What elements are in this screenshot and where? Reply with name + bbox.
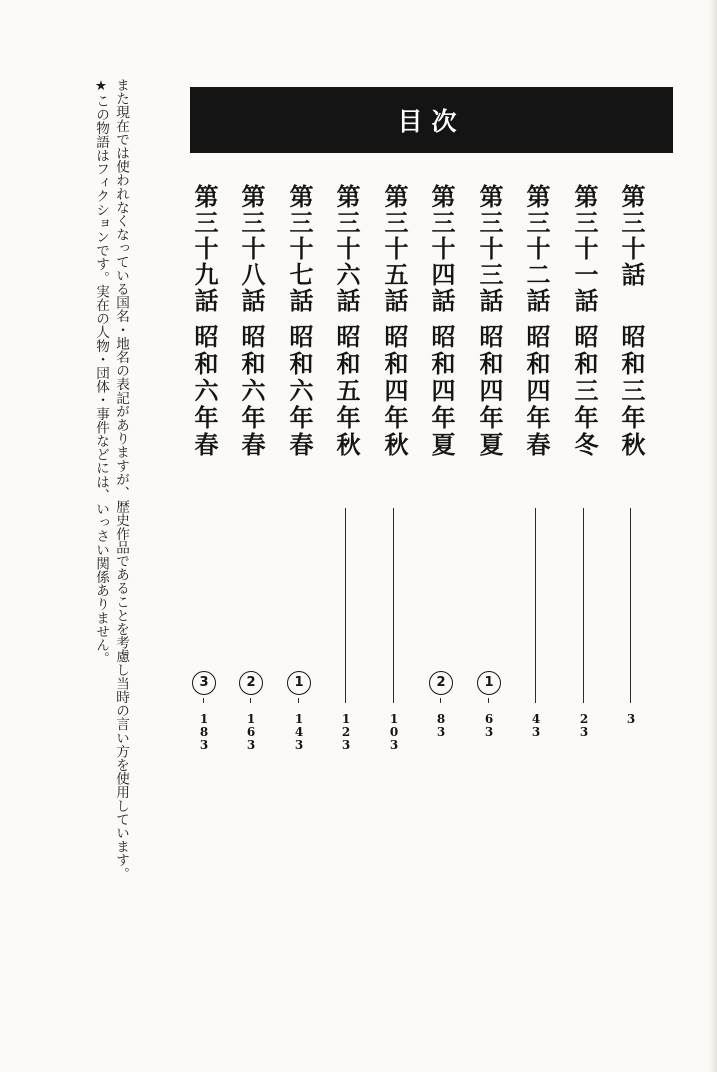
disclaimer-line-1: ★この物語はフィクションです。実在の人物・団体・事件などには、いっさい関係ありません。	[93, 78, 109, 666]
toc-part-badge: 3	[192, 671, 216, 695]
toc-page-number: 23	[577, 712, 591, 738]
toc-leader-line	[535, 508, 536, 703]
toc-episode: 第三十一話	[570, 184, 598, 314]
toc-season: 昭和四年夏	[475, 324, 503, 459]
toc-leader-line	[488, 698, 489, 703]
toc-page-number: 103	[387, 712, 401, 751]
toc-episode: 第三十八話	[237, 184, 265, 314]
toc-season: 昭和六年春	[237, 324, 265, 459]
toc-episode: 第三十五話	[380, 184, 408, 314]
toc-entry[interactable]	[424, 184, 458, 754]
toc-entry[interactable]	[567, 184, 601, 754]
toc-episode: 第三十話	[617, 184, 645, 288]
toc-page-number: 43	[529, 712, 543, 738]
toc-leader-line	[440, 698, 441, 703]
toc-leader-line	[250, 698, 251, 703]
toc-page-number: 183	[197, 712, 211, 751]
disclaimer-line-2: また現在では使われなくなっている国名・地名の表記がありますが、歴史作品であることを考慮し当時の言い方を使用しています。	[113, 78, 129, 881]
toc-episode: 第三十二話	[522, 184, 550, 314]
toc-leader-line	[345, 508, 346, 703]
toc-title: 目次	[397, 107, 466, 136]
toc-entry[interactable]	[614, 184, 648, 754]
toc-episode: 第三十七話	[285, 184, 313, 314]
toc-page-number: 83	[434, 712, 448, 738]
toc-entry[interactable]	[187, 184, 221, 754]
toc-season: 昭和六年春	[285, 324, 313, 459]
toc-episode: 第三十四話	[427, 184, 455, 314]
toc-leader-line	[393, 508, 394, 703]
toc-episode: 第三十三話	[475, 184, 503, 314]
toc-part-badge: 1	[477, 671, 501, 695]
toc-entry[interactable]	[234, 184, 268, 754]
toc-entry[interactable]	[472, 184, 506, 754]
toc-season: 昭和五年秋	[332, 324, 360, 459]
toc-episode: 第三十九話	[190, 184, 218, 314]
toc-season: 昭和四年秋	[380, 324, 408, 459]
toc-header	[190, 87, 673, 153]
toc-part-badge: 2	[429, 671, 453, 695]
toc-leader-line	[630, 508, 631, 703]
toc-entry[interactable]	[519, 184, 553, 754]
toc-page-number: 123	[339, 712, 353, 751]
toc-part-badge: 2	[239, 671, 263, 695]
toc-page-number: 3	[624, 712, 638, 725]
toc-leader-line	[583, 508, 584, 703]
toc-entry[interactable]	[377, 184, 411, 754]
toc-part-badge: 1	[287, 671, 311, 695]
toc-episode: 第三十六話	[332, 184, 360, 314]
toc-season: 昭和四年夏	[427, 324, 455, 459]
toc-page-number: 143	[292, 712, 306, 751]
toc-leader-line	[298, 698, 299, 703]
toc-page-number: 163	[244, 712, 258, 751]
toc-entry[interactable]	[282, 184, 316, 754]
toc-season: 昭和四年春	[522, 324, 550, 459]
toc-season: 昭和三年冬	[570, 324, 598, 459]
toc-season: 昭和六年春	[190, 324, 218, 459]
toc-page-number: 63	[482, 712, 496, 738]
page-edge	[709, 0, 717, 1072]
toc-leader-line	[203, 698, 204, 703]
toc-season: 昭和三年秋	[617, 324, 645, 459]
toc-entry[interactable]	[329, 184, 363, 754]
